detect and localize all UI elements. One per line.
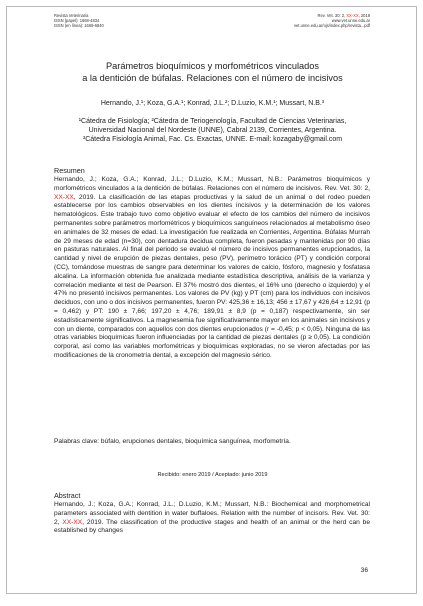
page-range-placeholder: XX-XX	[346, 13, 359, 18]
abstract-body: Hernando, J.; Koza, G.A.; Konrad, J.L.; D.Luzio, K.M.; Mussart, N.B.: Biochemical and morphometrical parameters associated with dentition in water buffaloes. Relation with the number of incisors. Rev. Vet. 30: 2, XX-XX, 2019. The classification of the productive stages and health of an animal or the herd can be established by changes	[54, 501, 370, 535]
abstract-heading: Abstract	[54, 491, 81, 500]
page-number: 36	[360, 567, 368, 574]
resumen-heading: Resumen	[54, 166, 85, 175]
affiliations	[37, 117, 388, 145]
journal-name: Revista Veterinaria	[54, 13, 89, 18]
page-range-placeholder: XX-XX	[54, 193, 74, 201]
keywords: Palabras clave: búfalo, erupciones dentales, bioquímica sanguínea, morfometría.	[54, 438, 291, 445]
author-list: Hernando, J.¹; Koza, G.A.¹; Konrad, J.L.²; D.Luzio, K.M.¹; Mussart, N.B.³	[100, 100, 325, 107]
page-range-placeholder: XX-XX	[62, 518, 83, 526]
journal-header-right	[294, 13, 370, 29]
journal-header-left	[54, 13, 104, 29]
issue-citation: Rev. Vet. 30: 2, XX-XX, 2019	[317, 13, 370, 18]
received-accepted-dates: Recibido: enero 2019 / Aceptado: junio 2019	[157, 472, 268, 478]
affiliation-line: ¹Cátedra de Fisiología; ²Cátedra de Teriogenología, Facultad de Ciencias Veterinarias,	[78, 118, 347, 125]
affiliation-line: ³Cátedra Fisiología Animal, Fac. Cs. Exactas, UNNE. E-mail: kozagaby@gmail.com	[82, 136, 343, 144]
issn-print: ISSN (papel): 1668-4834	[54, 18, 100, 24]
affiliation-line: Universidad Nacional del Nordeste (UNNE), Cabral 2139, Corrientes, Argentina.	[88, 127, 337, 135]
document-page	[6, 6, 417, 594]
resumen-body: Hernando, J.; Koza, G.A.; Konrad, J.L.; D.Luzio, K.M.; Mussart, N.B.: Parámetros bioquímicos y morfométricos vinculados a la dentición de búfalas. Relaciones con el número de incisivos. Rev. Vet. 30: 2, XX-XX, 2019. La clasificación de las etapas productivas y la salud de un animal o del rodeo pueden establecerse por los cambios observables en los dientes incisivos y la determinación de los valores hematológicos. Este trabajo tuvo como objetivo evaluar el efecto de los cambios del número de incisivos permanentes sobre parámetros morfométricos y bioquímicos sanguíneos relacionados al metabolismo óseo en animales de 32 meses de edad. La investigación fue realizada en Corrientes, Argentina. Búfalas Murrah de 29 meses de edad (n=30), con dentadura decidua completa, fueron pesadas y mantenidas por 90 días en pasturas naturales. Al final del periodo se evaluó el número de incisivos permanentes erupcionados, la cantidad y nivel de erupción de piezas dentales, peso (PV), perímetro torácico (PT) y condición corporal (CC), tomándose muestras de sangre para determinar los valores de calcio, fósforo, magnesio y fosfatasa alcalina. La información obtenida fue analizada mediante estadística descriptiva, análisis de la varianza y correlación mediante el test de Pearson. El 37% mostró dos dientes, el 16% uno (derecho o izquierdo) y el 47% no presentó incisivos permanentes. Los valores de PV (kg) y PT (cm) para los individuos con incisivos deciduos, con uno o dos incisivos permanentes, fueron PV: 425,36 ± 16,13; 456 ± 17,67 y 426,64 ± 12,91 (p = 0,462) y PT: 190 ± 7,66; 197,20 ± 4,76; 189,91 ± 8,9 (p = 0,187) respectivamente, sin ser estadísticamente significativos. La magnesemia fue significativamente mayor en los animales sin incisivos y con un diente, comparados con aquellos con dos dientes erupcionados (r = -0,45; p < 0,05). Ninguna de las otras variables bioquímicas fueron influenciadas por la cantidad de piezas dentales (p ≥ 0,05). La condición corporal, así como las variables morfométricas y bioquímicas exploradas, no se vieron afectadas por las modificaciones de la cronometría dental, a excepción del magnesio sérico.	[54, 176, 370, 359]
journal-website: www.vet.unne.edu.ar	[331, 18, 370, 24]
article-title: Parámetros bioquímicos y morfométricos vinculados a la dentición de búfalas. Relaciones con el número de incisivos	[82, 61, 343, 83]
article-url: vet.unne.edu.ar/ojs/index.php/revista...pdf	[293, 23, 370, 29]
issn-online: ISSN (en línea): 1669-6840	[54, 23, 104, 29]
